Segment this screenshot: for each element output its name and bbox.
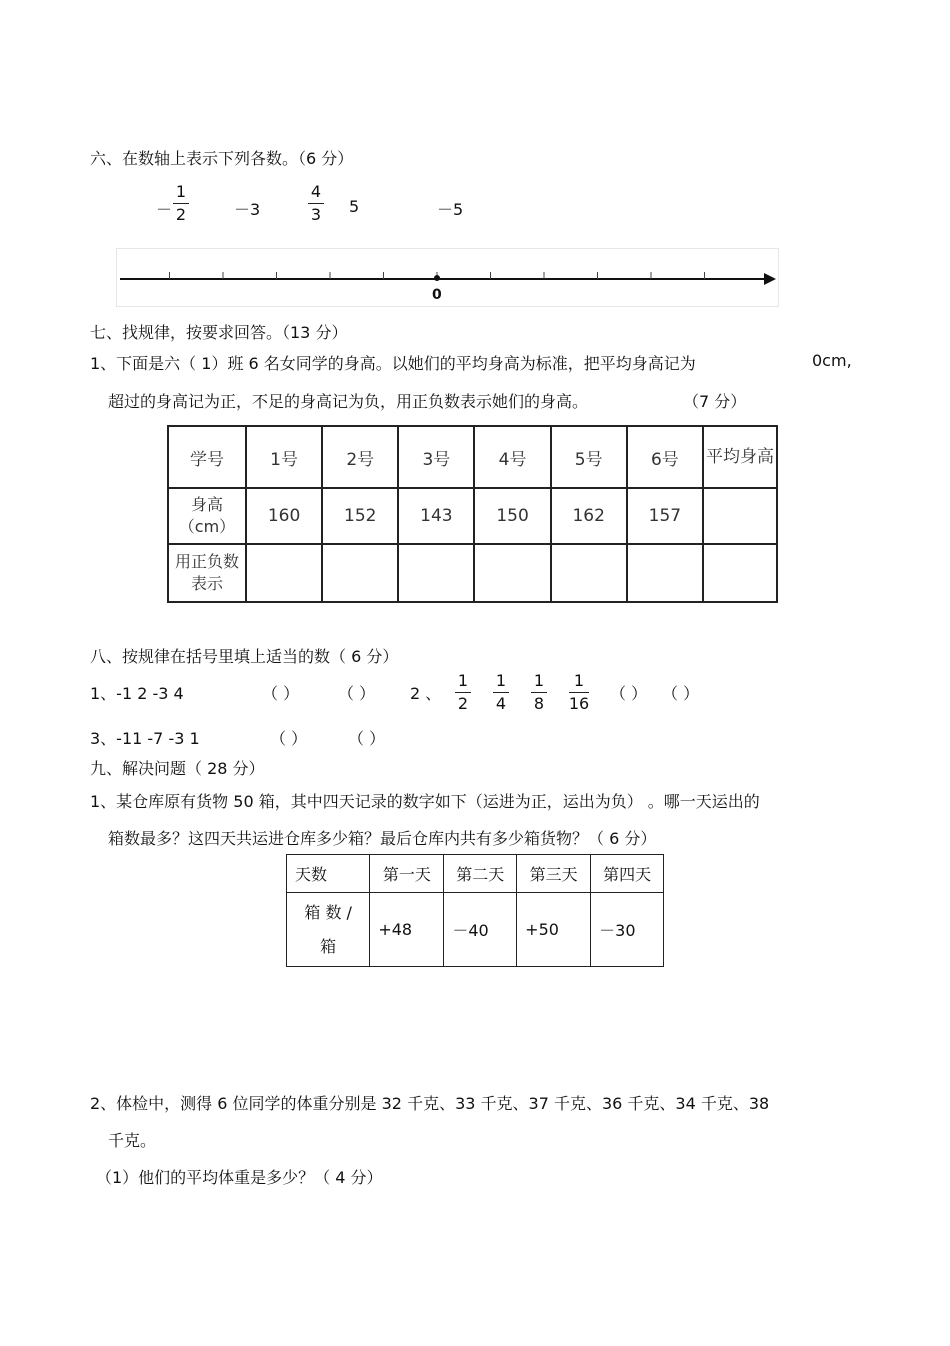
height-cell: 150 — [474, 488, 550, 544]
value-cell: +50 — [517, 893, 591, 967]
question-8-2-prefix: 2 、 — [410, 684, 442, 703]
height-cell: 160 — [246, 488, 322, 544]
fraction-four-thirds — [305, 183, 327, 224]
header-cell: 6号 — [627, 426, 703, 488]
header-cell: 第二天 — [444, 855, 517, 893]
header-cell: 第四天 — [591, 855, 664, 893]
question-7-1-line-1: 1、下面是六（ 1）班 6 名女同学的身高。以她们的平均身高为标准，把平均身高记为 — [90, 354, 696, 373]
number-line-frame — [117, 249, 779, 307]
denominator: 4 — [495, 694, 507, 713]
answer-blank[interactable]: （ ） — [610, 684, 648, 703]
answer-blank[interactable]: （ ） — [270, 729, 308, 748]
row-label — [287, 893, 370, 967]
answer-blank[interactable]: （ ） — [662, 684, 700, 703]
header-cell: 第一天 — [370, 855, 444, 893]
question-7-1-score: （7 分） — [683, 392, 747, 411]
table-header-row — [168, 426, 777, 488]
denominator: 8 — [533, 694, 545, 713]
origin-label: 0 — [432, 287, 442, 303]
row-label-line-1: 箱 数 / — [304, 902, 352, 922]
header-cell: 学号 — [168, 426, 246, 488]
question-9-2-sub-1: （1）他们的平均体重是多少？（ 4 分） — [96, 1168, 383, 1187]
section-9-title: 九、解决问题（ 28 分） — [90, 759, 265, 778]
answer-cell[interactable] — [246, 544, 322, 602]
fraction — [452, 672, 474, 713]
question-7-1-line-2: 超过的身高记为正，不足的身高记为负，用正负数表示她们的身高。 — [108, 392, 589, 411]
number-line — [116, 248, 780, 308]
table-header-row — [287, 855, 664, 893]
header-cell: 1号 — [246, 426, 322, 488]
value-cell: －40 — [444, 893, 517, 967]
header-cell-average: 平均身高 — [703, 426, 777, 488]
number-five: 5 — [349, 197, 360, 216]
header-cell: 3号 — [398, 426, 474, 488]
height-cell: 157 — [627, 488, 703, 544]
height-cell: 152 — [322, 488, 398, 544]
table-row-boxes — [287, 893, 664, 967]
header-cell: 4号 — [474, 426, 550, 488]
number-minus-five: －5 — [437, 200, 464, 219]
table-row-signed — [168, 544, 777, 602]
minus-sign: － — [156, 200, 173, 219]
fraction-bar — [308, 203, 324, 204]
origin-point — [434, 275, 440, 281]
answer-blank[interactable]: （ ） — [262, 684, 300, 703]
section-6-title: 六、在数轴上表示下列各数。（6 分） — [90, 149, 354, 168]
question-9-1-line-2: 箱数最多？这四天共运进仓库多少箱？最后仓库内共有多少箱货物？（ 6 分） — [108, 829, 657, 848]
question-9-2-line-2: 千克。 — [108, 1131, 157, 1150]
answer-cell[interactable] — [551, 544, 627, 602]
fraction — [566, 672, 592, 713]
header-cell: 天数 — [287, 855, 370, 893]
question-7-1-unit: 0cm, — [812, 351, 852, 370]
section-8-title: 八、按规律在括号里填上适当的数（ 6 分） — [90, 647, 399, 666]
height-table — [167, 425, 778, 603]
question-8-3: 3、-11 -7 -3 1 — [90, 729, 200, 748]
answer-cell[interactable] — [398, 544, 474, 602]
header-cell: 2号 — [322, 426, 398, 488]
row-label-height: 身高（cm） — [168, 488, 246, 544]
height-cell: 143 — [398, 488, 474, 544]
numerator: 1 — [495, 671, 507, 690]
fraction — [490, 672, 512, 713]
numerator: 1 — [573, 671, 585, 690]
average-height-cell[interactable] — [703, 488, 777, 544]
numerator: 1 — [175, 182, 187, 201]
question-9-2-line-1: 2、体检中，测得 6 位同学的体重分别是 32 千克、33 千克、37 千克、36 千克、34 千克、38 — [90, 1094, 770, 1113]
row-label-line-2: 箱 — [320, 936, 337, 956]
answer-blank[interactable]: （ ） — [348, 729, 386, 748]
denominator: 3 — [310, 205, 322, 224]
header-cell: 第三天 — [517, 855, 591, 893]
answer-cell[interactable] — [474, 544, 550, 602]
fraction-bar — [455, 692, 471, 693]
fraction — [528, 672, 550, 713]
denominator: 2 — [457, 694, 469, 713]
fraction-bar — [173, 203, 189, 204]
denominator: 2 — [175, 205, 187, 224]
value-cell: +48 — [370, 893, 444, 967]
answer-cell[interactable] — [627, 544, 703, 602]
row-label-signed: 用正负数表示 — [168, 544, 246, 602]
table-row-heights — [168, 488, 777, 544]
axis-arrow-icon — [764, 273, 776, 285]
warehouse-table — [286, 854, 664, 967]
numerator: 1 — [457, 671, 469, 690]
answer-cell[interactable] — [703, 544, 777, 602]
header-cell: 5号 — [551, 426, 627, 488]
section-7-title: 七、找规律，按要求回答。（13 分） — [90, 323, 348, 342]
fraction-bar — [569, 692, 589, 693]
question-8-1: 1、-1 2 -3 4 — [90, 684, 184, 703]
value-cell: －30 — [591, 893, 664, 967]
number-minus-three: －3 — [234, 200, 261, 219]
numerator: 1 — [533, 671, 545, 690]
numerator: 4 — [310, 182, 322, 201]
answer-cell[interactable] — [322, 544, 398, 602]
fraction-bar — [531, 692, 547, 693]
question-9-1-line-1: 1、某仓库原有货物 50 箱，其中四天记录的数字如下（运进为正，运出为负） 。哪一天运出的 — [90, 792, 760, 811]
height-cell: 162 — [551, 488, 627, 544]
fraction-minus-one-half — [170, 183, 192, 224]
answer-blank[interactable]: （ ） — [338, 684, 376, 703]
fraction-bar — [493, 692, 509, 693]
denominator: 16 — [568, 694, 590, 713]
